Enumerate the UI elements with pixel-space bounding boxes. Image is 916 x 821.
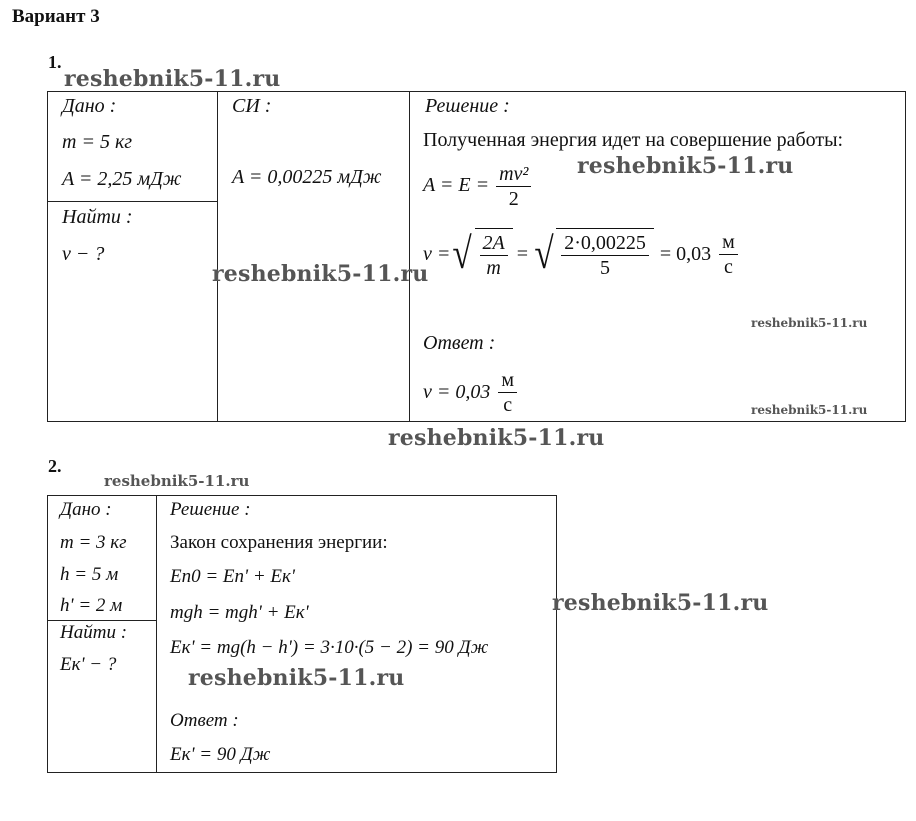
table-divider [47, 620, 157, 621]
unit-numerator: м [719, 230, 738, 255]
equation-substituted: mgh = mgh' + Eк' [170, 602, 309, 623]
unit [719, 230, 738, 279]
table-divider [409, 91, 410, 422]
solution-header: Решение : [170, 499, 251, 520]
table-divider [217, 91, 218, 422]
watermark: reshebnik5-11.ru [64, 66, 281, 92]
table-divider [156, 495, 157, 773]
watermark: reshebnik5-11.ru [751, 403, 868, 417]
equation-energy-conservation: Eп0 = Eп' + Eк' [170, 566, 295, 587]
given-height-final: h' = 2 м [60, 595, 123, 616]
equation-velocity [423, 228, 740, 280]
watermark: reshebnik5-11.ru [104, 472, 250, 490]
watermark: reshebnik5-11.ru [552, 590, 769, 616]
fraction-denominator: 5 [600, 257, 611, 279]
watermark: reshebnik5-11.ru [188, 665, 405, 691]
problem-1-number: 1. [48, 52, 62, 72]
given-mass: m = 5 кг [62, 131, 133, 153]
sqrt-symbol [532, 228, 654, 280]
fraction-numerator: 2A [480, 231, 508, 256]
unit-denominator: с [724, 255, 733, 278]
result-value: = 0,03 [659, 242, 712, 265]
watermark: reshebnik5-11.ru [751, 316, 868, 330]
solution-text: Полученная энергия идет на совершение работы: [423, 129, 844, 151]
fraction-numerator: mv² [496, 162, 531, 187]
answer-header: Ответ : [170, 710, 239, 731]
given-work: A = 2,25 мДж [62, 168, 182, 190]
si-header: СИ : [232, 95, 272, 117]
radical-icon: √ [534, 229, 554, 278]
watermark: reshebnik5-11.ru [212, 261, 429, 287]
watermark: reshebnik5-11.ru [388, 425, 605, 451]
equation-result: Eк' = mg(h − h') = 3·10·(5 − 2) = 90 Дж [170, 637, 489, 658]
answer-value: Eк' = 90 Дж [170, 744, 271, 765]
eq-left: A = E = [423, 174, 490, 197]
equals-sign: = [516, 242, 529, 265]
si-work: A = 0,00225 мДж [232, 166, 382, 188]
problem-2-number: 2. [48, 456, 62, 476]
unit-denominator: с [503, 394, 513, 416]
page-title: Вариант 3 [12, 6, 100, 27]
radical-icon: √ [452, 229, 473, 278]
table-divider [47, 201, 218, 202]
sqrt-symbol [450, 228, 512, 280]
given-header: Дано : [62, 95, 117, 117]
given-header: Дано : [60, 499, 112, 520]
fraction-denominator: 2 [508, 188, 519, 210]
fraction-denominator: m [486, 257, 501, 279]
unit-numerator: м [498, 368, 517, 393]
eq-left: v = [423, 242, 451, 265]
answer-text: v = 0,03 [423, 381, 491, 403]
find-header: Найти : [62, 206, 133, 228]
given-mass: m = 3 кг [60, 532, 127, 553]
find-header: Найти : [60, 622, 128, 643]
find-value: v − ? [62, 243, 105, 265]
given-height: h = 5 м [60, 564, 119, 585]
equation-energy [423, 162, 533, 211]
find-value: Eк' − ? [60, 654, 117, 675]
solution-header: Решение : [425, 95, 510, 117]
watermark: reshebnik5-11.ru [577, 153, 794, 179]
answer-header: Ответ : [423, 332, 496, 354]
solution-text: Закон сохранения энергии: [170, 532, 388, 553]
answer-value [423, 368, 519, 417]
fraction-numerator: 2·0,00225 [561, 231, 649, 256]
unit [498, 368, 517, 417]
fraction [496, 162, 531, 211]
